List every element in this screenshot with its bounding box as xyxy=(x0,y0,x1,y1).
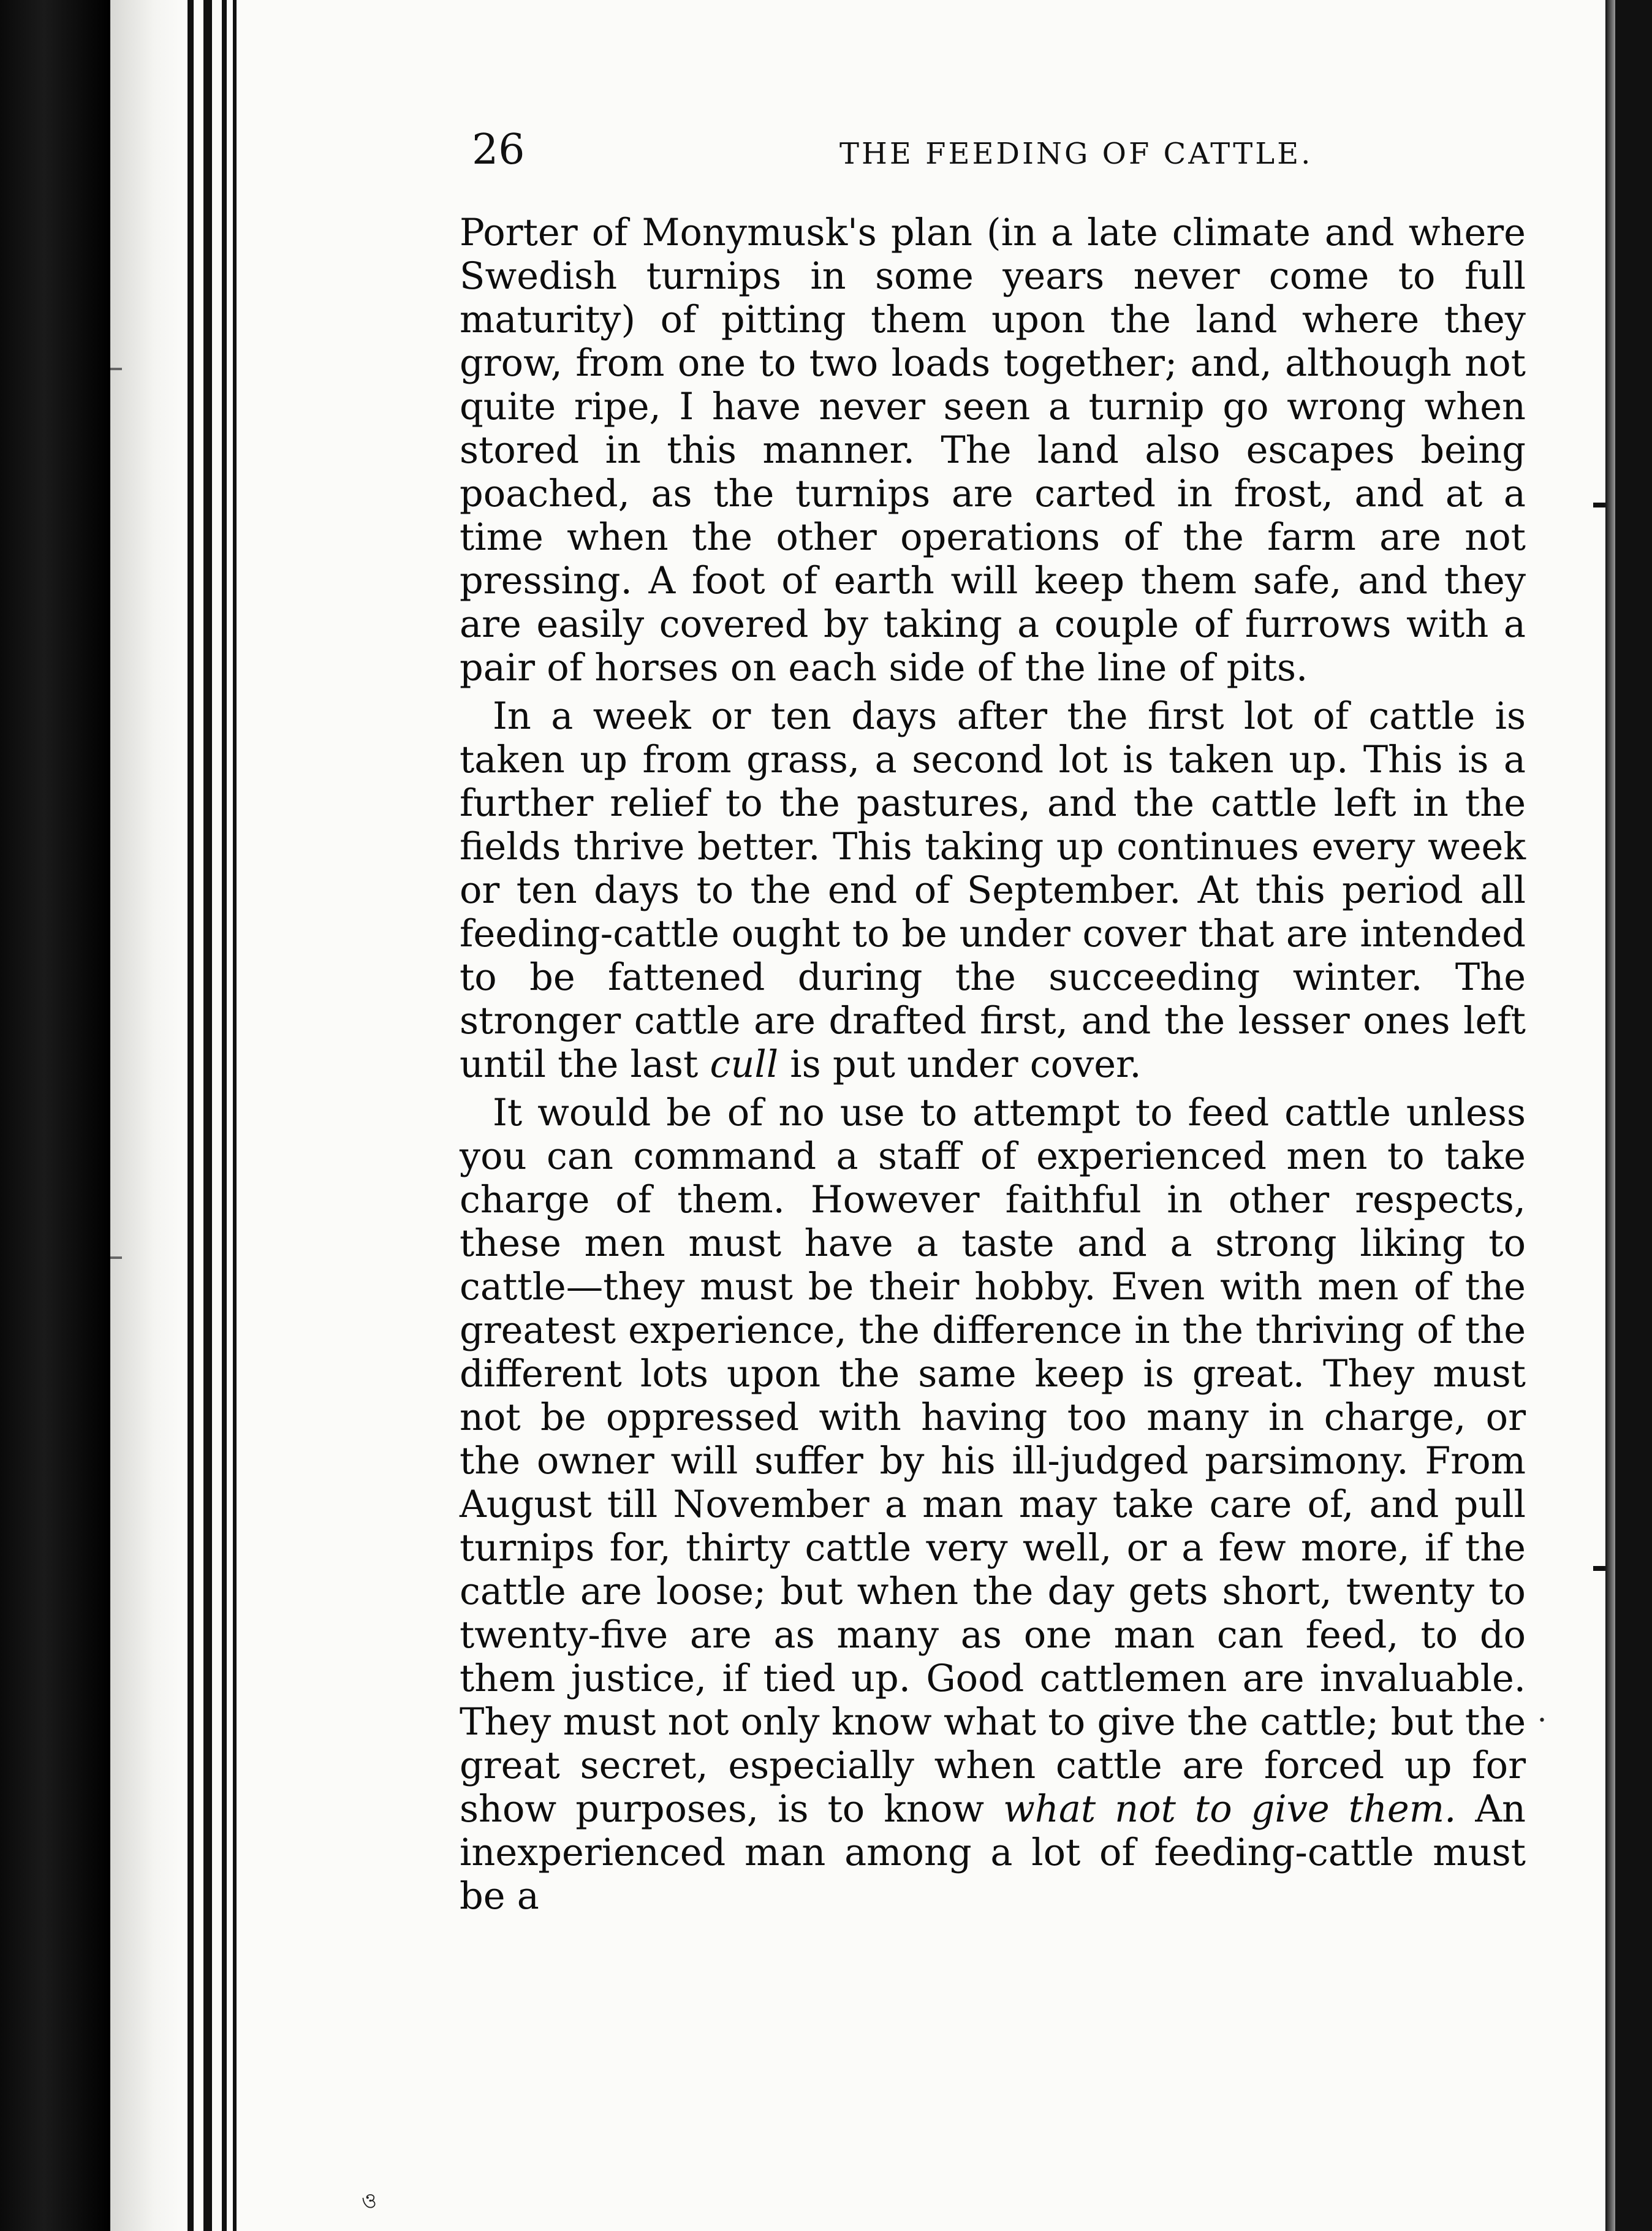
paragraph-text: An inexperienced man among a lot of feeding-cattle must be a xyxy=(460,1788,1526,1918)
paragraph xyxy=(460,695,1526,1087)
page-header xyxy=(472,126,1317,193)
paragraph xyxy=(460,211,1526,690)
paragraph-text: In a week or ten days after the first lot of cattle is taken up from grass, a second lot is taken up. This is a further relief to the pastures, and the cattle left in the fields thrive better. This taking up continues every week or ten days to the end of September. At this period all feeding-cattle ought to be under cover that are intended to be fattened during the succeeding winter. The stronger cattle are drafted first, and the lesser ones left until the last xyxy=(460,695,1526,1086)
page-curl-shadow xyxy=(110,0,184,2231)
scanner-background xyxy=(1615,0,1652,2231)
gutter-line xyxy=(233,0,237,2231)
scan-artifact xyxy=(110,368,122,370)
scan-speck: • xyxy=(1538,1713,1546,1728)
page-number: 26 xyxy=(472,126,525,174)
body-text xyxy=(460,211,1526,1918)
gutter-line xyxy=(188,0,194,2231)
paragraph-text: is put under cover. xyxy=(790,1043,1142,1086)
scan-artifact xyxy=(1593,503,1605,507)
scan-artifact xyxy=(110,1256,122,1259)
scan-mark: ও xyxy=(362,2189,377,2213)
paragraph-text: Porter of Monymusk's plan (in a late climate and where Swedish turnips in some years never come to full maturity) of pitting them upon the land where they grow, from one to two loads together; and, although not quite ripe, I have never seen a turnip go wrong when stored in this manner. The land also escapes being poached, as the turnips are carted in frost, and at a time when the other operations of the farm are not pressing. A foot of earth will keep them safe, and they are easily covered by taking a couple of furrows with a pair of horses on each side of the line of pits. xyxy=(460,211,1526,690)
scan-artifact xyxy=(1593,1566,1605,1571)
paragraph xyxy=(460,1092,1526,1918)
book-page xyxy=(110,0,1605,2231)
gutter-line xyxy=(222,0,227,2231)
paragraph-text: It would be of no use to attempt to feed cattle unless you can command a staff of experienced men to take charge of them. However faithful in other respects, these men must have a taste and a strong liking to cattle—they must be their hobby. Even with men of the greatest experience, the difference in the thriving of the different lots upon the same keep is great. They must not be oppressed with having too many in charge, or the owner will suffer by his ill-judged parsimony. From August till November a man may take care of, and pull turnips for, thirty cattle very well, or a few more, if the cattle are loose; but when the day gets short, twenty to twenty-five are as many as one man can feed, to do them justice, if tied up. Good cattlemen are invaluable. They must not only know what to give the cattle; but the great secret, especially when cattle are forced up for show purposes, is to know xyxy=(460,1092,1526,1831)
gutter-line xyxy=(203,0,212,2231)
italic-text: cull xyxy=(710,1043,779,1086)
page-edge-shadow xyxy=(1604,0,1615,2231)
book-binding xyxy=(0,0,110,2231)
running-head: THE FEEDING OF CATTLE. xyxy=(839,137,1313,171)
italic-text: what not to give them. xyxy=(1003,1788,1457,1831)
